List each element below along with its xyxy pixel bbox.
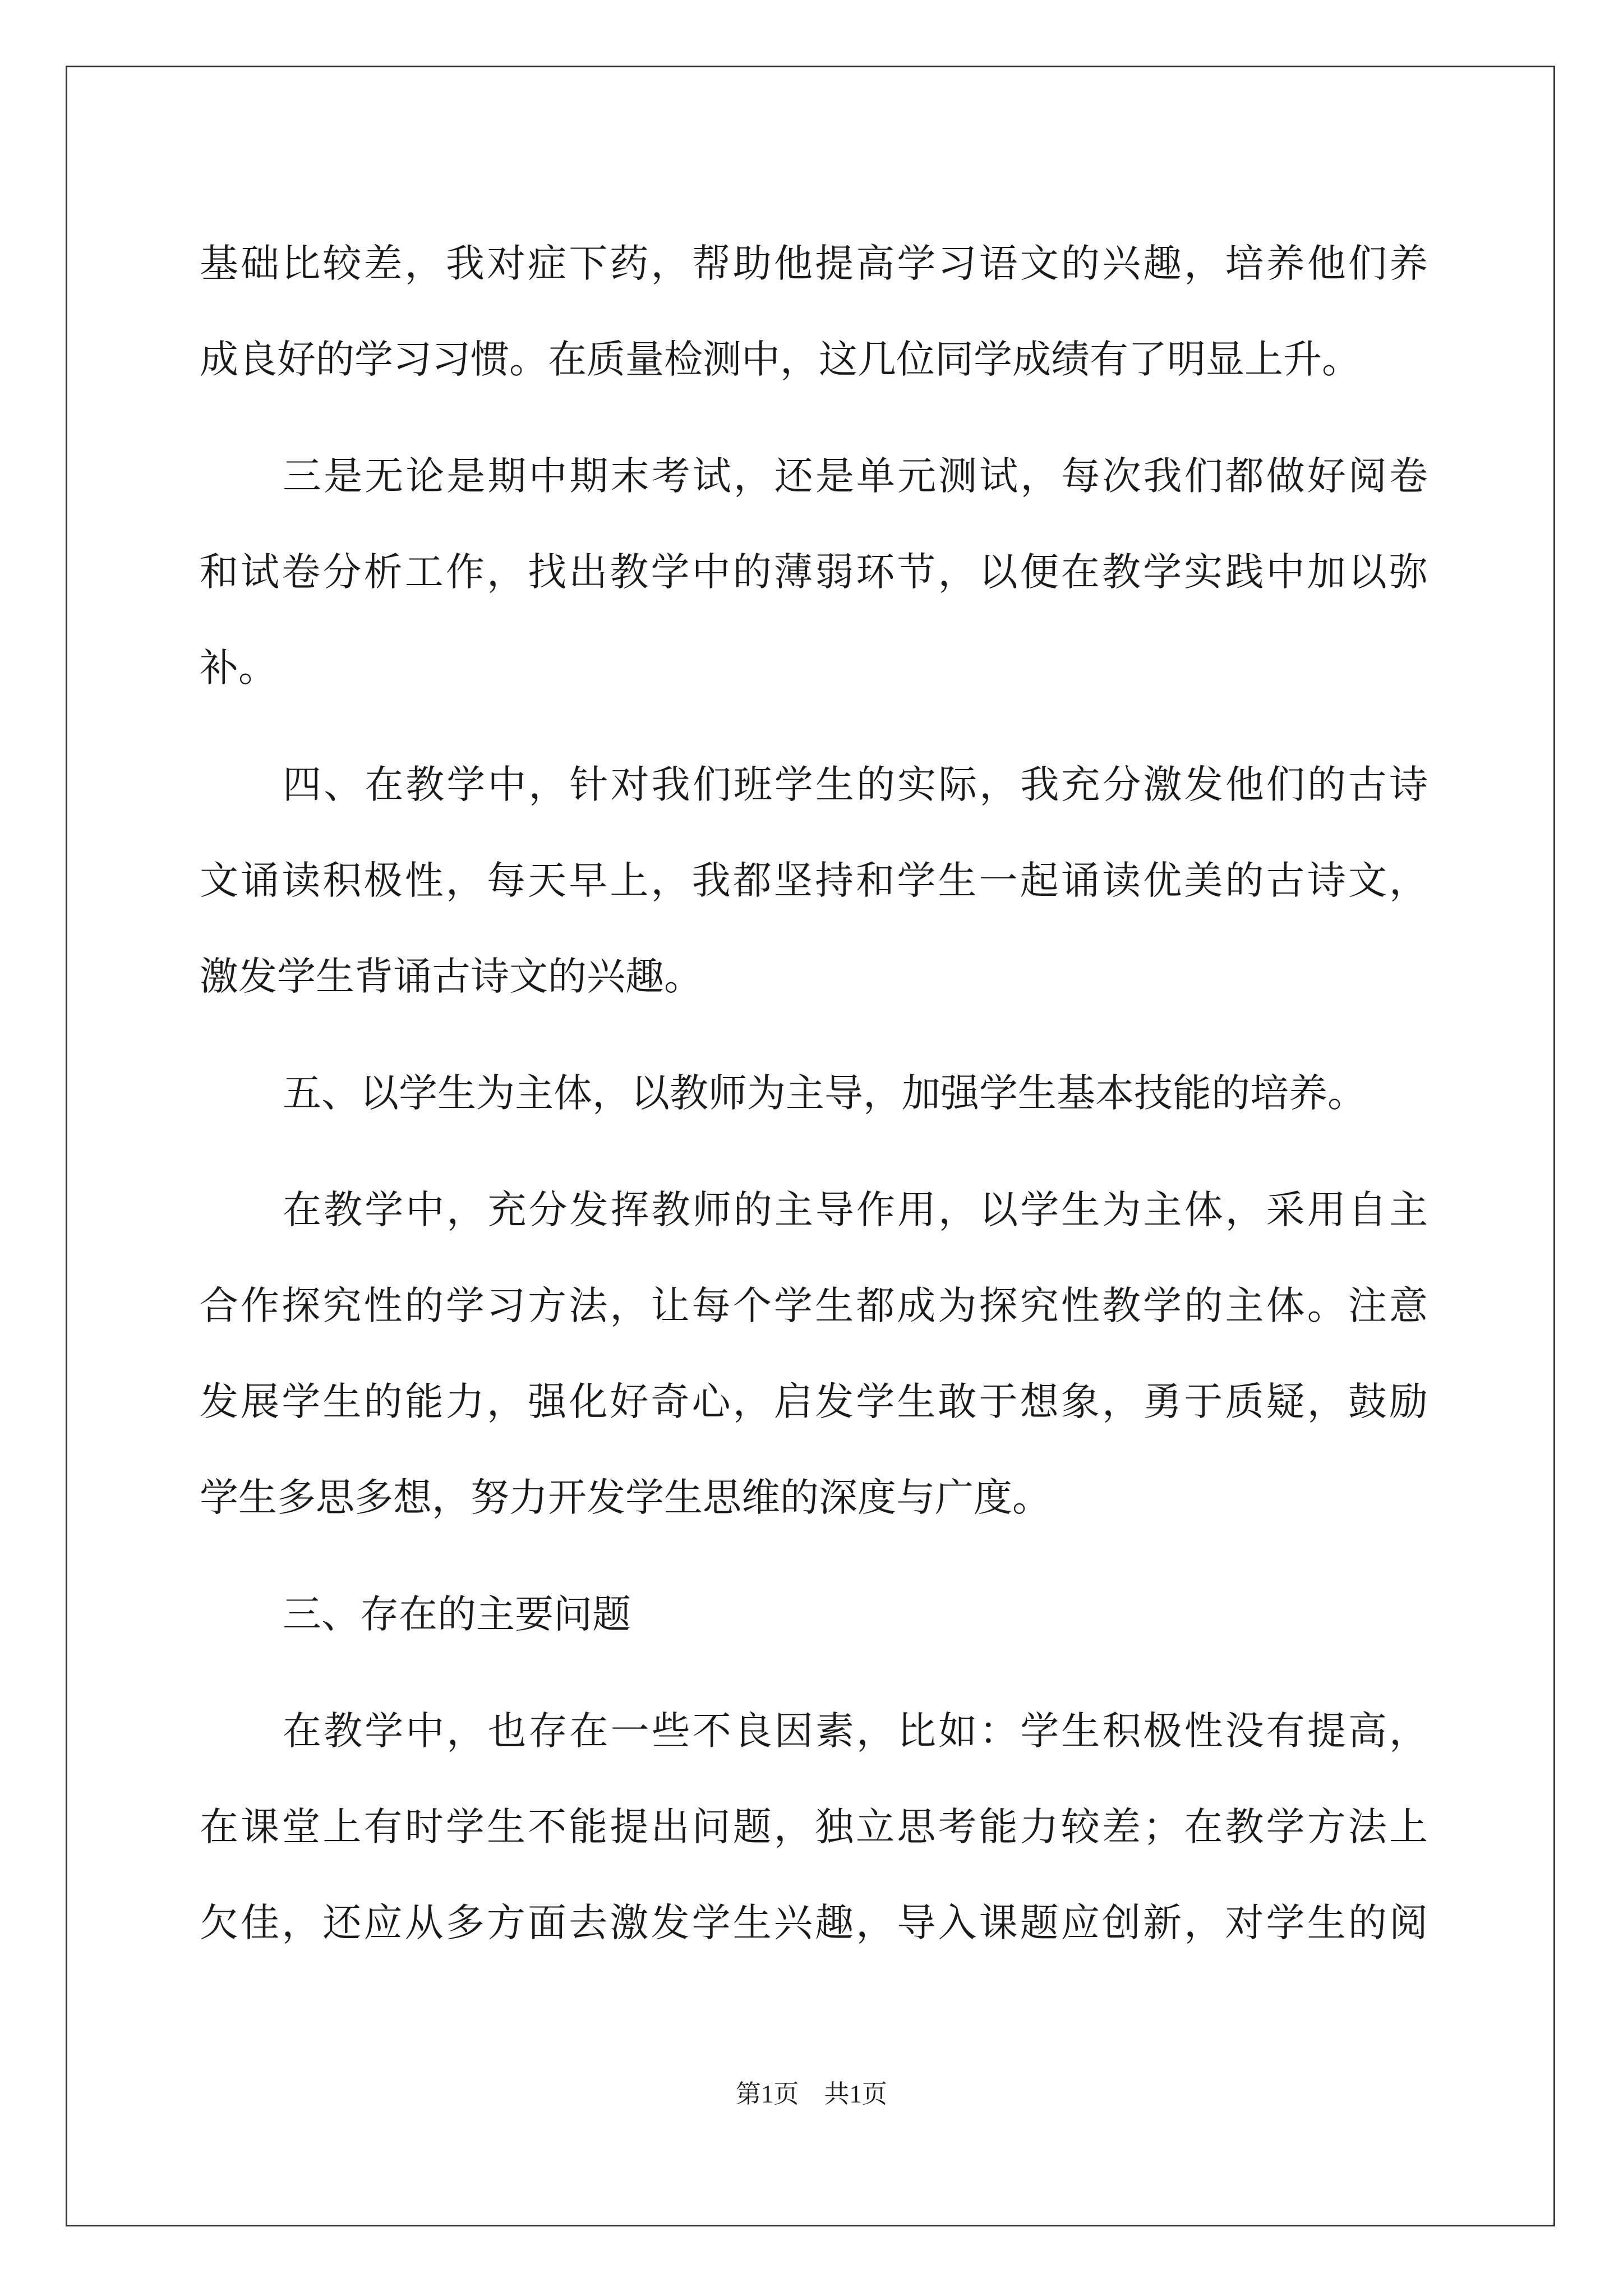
document-body [200, 216, 1428, 1971]
text-line: 补。 [200, 646, 277, 691]
text-line: 成良好的学习习惯。在质量检测中，这几位同学成绩有了明显上升。 [200, 337, 1361, 382]
paragraph-7 [200, 1683, 1428, 1971]
text-line: 基础比较差，我对症下药，帮助他提高学习语文的兴趣，培养他们养 [200, 241, 1428, 286]
text-line: 学生多思多想，努力开发学生思维的深度与广度。 [200, 1475, 1051, 1520]
text-line: 激发学生背诵古诗文的兴趣。 [200, 954, 703, 999]
text-line: 发展学生的能力，强化好奇心，启发学生敢于想象，勇于质疑，鼓励 [200, 1379, 1428, 1424]
paragraph-4 [200, 1046, 1428, 1142]
text-line: 四、在教学中，针对我们班学生的实际，我充分激发他们的古诗 [283, 762, 1428, 807]
paragraph-1 [200, 216, 1428, 408]
text-line: 在课堂上有时学生不能提出问题，独立思考能力较差；在教学方法上 [200, 1805, 1428, 1849]
paragraph-5 [200, 1162, 1428, 1546]
text-line: 五、以学生为主体，以教师为主导，加强学生基本技能的培养。 [283, 1071, 1366, 1116]
page-number: 第1页 共1页 [735, 2080, 887, 2108]
text-line: 在教学中，也存在一些不良因素，比如：学生积极性没有提高， [283, 1709, 1428, 1754]
text-line: 和试卷分析工作，找出教学中的薄弱环节，以便在教学实践中加以弥 [200, 550, 1428, 595]
paragraph-2 [200, 429, 1428, 716]
section-heading [200, 1567, 1428, 1663]
paragraph-3 [200, 737, 1428, 1025]
text-line: 欠佳，还应从多方面去激发学生兴趣，导入课题应创新，对学生的阅 [200, 1901, 1428, 1945]
text-line: 在教学中，充分发挥教师的主导作用，以学生为主体，采用自主 [283, 1188, 1428, 1232]
text-line: 文诵读积极性，每天早上，我都坚持和学生一起诵读优美的古诗文， [200, 858, 1428, 903]
text-line: 三是无论是期中期末考试，还是单元测试，每次我们都做好阅卷 [283, 454, 1428, 499]
text-line: 合作探究性的学习方法，让每个学生都成为探究性教学的主体。注意 [200, 1283, 1428, 1328]
heading-text: 三、存在的主要问题 [283, 1592, 631, 1637]
